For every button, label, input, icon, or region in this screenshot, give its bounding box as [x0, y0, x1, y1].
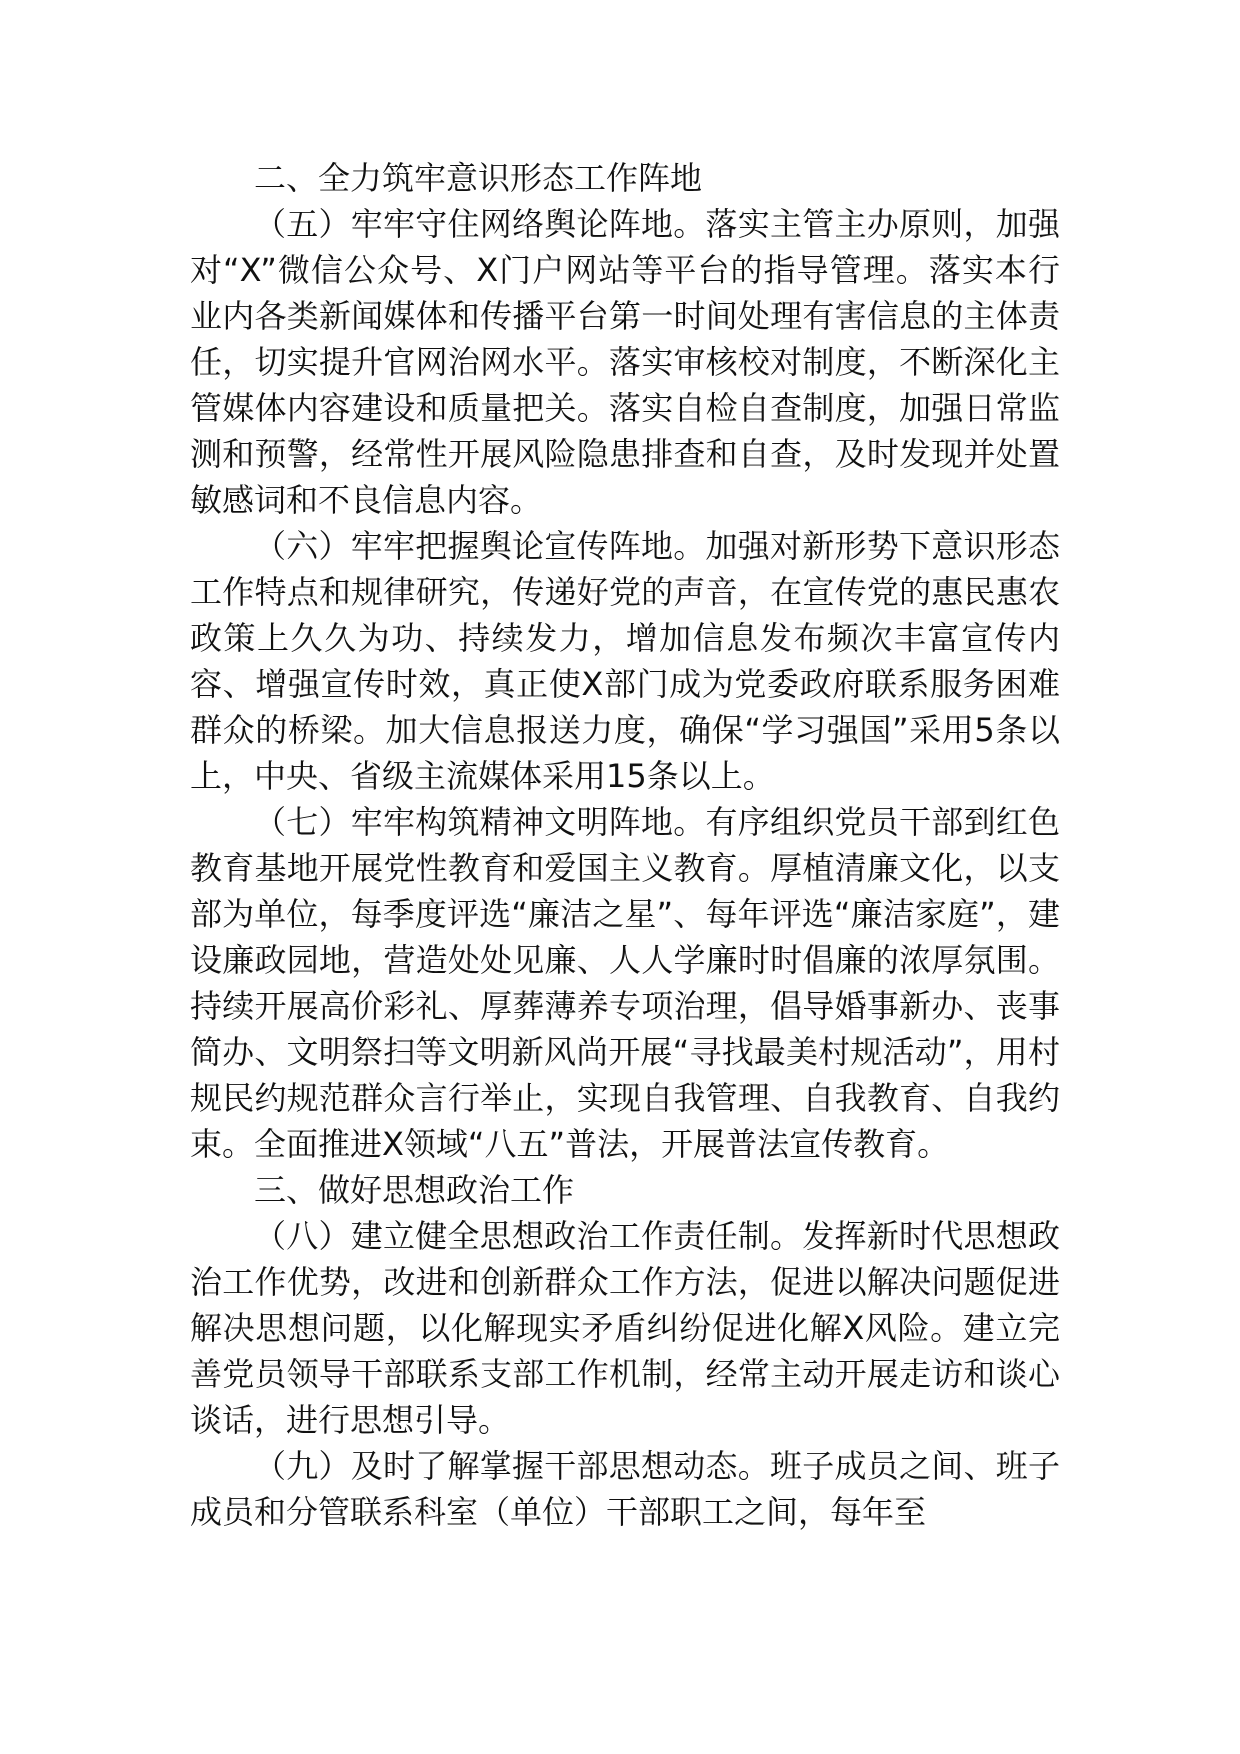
paragraph-8: （八）建立健全思想政治工作责任制。发挥新时代思想政治工作优势，改进和创新群众工作方法，促进以解决问题促进解决思想问题，以化解现实矛盾纠纷促进化解X风险。建立完善党员领导干部联系支部工作机制，经常主动开展走访和谈心谈话，进行思想引导。	[190, 1217, 1060, 1439]
paragraph-6: （六）牢牢把握舆论宣传阵地。加强对新形势下意识形态工作特点和规律研究，传递好党的声音，在宣传党的惠民惠农政策上久久为功、持续发力，增加信息发布频次丰富宣传内容、增强宣传时效，真正使X部门成为党委政府联系服务困难群众的桥梁。加大信息报送力度，确保“学习强国”采用5条以上，中央、省级主流媒体采用15条以上。	[190, 527, 1060, 795]
paragraph-7: （七）牢牢构筑精神文明阵地。有序组织党员干部到红色教育基地开展党性教育和爱国主义教育。厚植清廉文化，以支部为单位，每季度评选“廉洁之星”、每年评选“廉洁家庭”，建设廉政园地，营造处处见廉、人人学廉时时倡廉的浓厚氛围。持续开展高价彩礼、厚葬薄养专项治理，倡导婚事新办、丧事简办、文明祭扫等文明新风尚开展“寻找最美村规活动”，用村规民约规范群众言行举止，实现自我管理、自我教育、自我约束。全面推进X领域“八五”普法，开展普法宣传教育。	[190, 803, 1060, 1163]
section-heading-2: 二、全力筑牢意识形态工作阵地	[254, 159, 703, 197]
paragraph-5: （五）牢牢守住网络舆论阵地。落实主管主办原则，加强对“X”微信公众号、X门户网站等平台的指导管理。落实本行业内各类新闻媒体和传播平台第一时间处理有害信息的主体责任，切实提升官网治网水平。落实审核校对制度，不断深化主管媒体内容建设和质量把关。落实自检自查制度，加强日常监测和预警，经常性开展风险隐患排查和自查，及时发现并处置敏感词和不良信息内容。	[190, 205, 1060, 519]
section-heading-3: 三、做好思想政治工作	[254, 1171, 575, 1209]
paragraph-9: （九）及时了解掌握干部思想动态。班子成员之间、班子成员和分管联系科室（单位）干部职工之间，每年至	[190, 1447, 1060, 1531]
document-page	[190, 155, 1060, 1535]
